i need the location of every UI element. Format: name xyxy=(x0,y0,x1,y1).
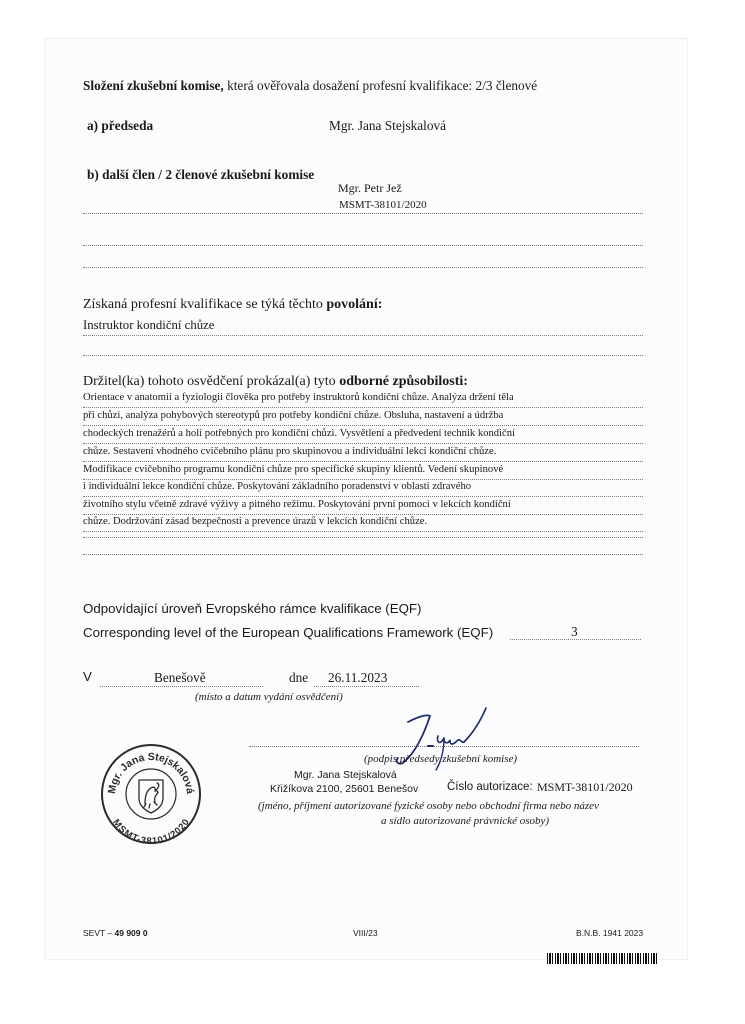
authorization-number: MSMT-38101/2020 xyxy=(537,780,633,794)
member-line-3 xyxy=(83,267,643,268)
issue-dne-label: dne xyxy=(289,670,309,685)
competence-line: Orientace v anatomii a fyziologii člověka pro potřeby instruktorů kondiční chůze. Analýza držení těla xyxy=(83,389,643,408)
competences-label xyxy=(83,374,468,390)
eqf-label-cz: Odpovídající úroveň Evropského rámce kvalifikace (EQF) xyxy=(83,601,422,616)
competence-line: Modifikace cvičebního programu kondiční chůze pro specifické skupiny klientů. Vedení skupinové xyxy=(83,461,643,480)
competence-line: chůze. Sestavení vhodného cvičebního plánu pro skupinovou a individuální lekci kondiční chůze. xyxy=(83,443,643,462)
svg-text:MSMT-38101/2020 xyxy=(110,818,192,846)
competence-line: i individuální lekce kondiční chůze. Poskytování základního poradenství v oblasti zdravého xyxy=(83,478,643,497)
member-line-2 xyxy=(83,245,643,246)
footer-left xyxy=(83,928,148,938)
qualification-line-2 xyxy=(83,355,643,356)
signer-note-line-1: (jméno, příjmení autorizované fyzické osoby nebo obchodní firma nebo název xyxy=(258,800,599,812)
competence-line: při chůzi, analýza pohybových stereotypů pro potřeby kondiční chůze. Obsluha, nastavení a údržba xyxy=(83,407,643,426)
issue-caption: (místo a datum vydání osvědčení) xyxy=(195,691,343,703)
competence-line: životního stylu včetně zdravé výživy a pitného režimu. Poskytování první pomoci v lekcích kondiční xyxy=(83,496,643,515)
competences-label-bold: odborné způsobilosti: xyxy=(339,374,468,389)
eqf-level: 3 xyxy=(571,624,578,639)
competence-empty-line-2 xyxy=(83,554,643,555)
commission-heading xyxy=(83,78,537,94)
issue-date: 26.11.2023 xyxy=(328,670,388,685)
authorization-label: Číslo autorizace: xyxy=(447,781,533,793)
competence-line: chodeckých trenažérů a holí potřebných pro kondiční chůzi. Vysvětlení a předvedení technik kondiční xyxy=(83,425,643,444)
round-stamp xyxy=(99,742,203,846)
member-label: b) další člen / 2 členové zkušební komise xyxy=(87,167,315,182)
issue-date-line xyxy=(314,686,419,687)
footer-center: VIII/23 xyxy=(353,928,378,938)
signer-note-line-2: a sídlo autorizované právnické osoby) xyxy=(381,815,550,827)
footer-left-code: 49 909 0 xyxy=(114,928,148,938)
barcode xyxy=(547,953,659,964)
stamp-top-text: Mgr. Jana Stejskalová xyxy=(105,750,196,795)
member-id: MSMT-38101/2020 xyxy=(339,199,427,211)
competence-line: chůze. Dodržování zásad bezpečnosti a prevence úrazů v lekcích kondiční chůze. xyxy=(83,513,643,532)
handwritten-signature xyxy=(386,700,496,780)
qualification-line-1 xyxy=(83,335,643,336)
coat-of-arms-lion-icon xyxy=(139,780,163,813)
commission-heading-rest: která ověřovala dosažení profesní kvalifikace: 2/3 členové xyxy=(223,78,538,93)
stamp-bottom-text: MSMT-38101/2020 xyxy=(109,817,193,846)
signer-address: Křižíkova 2100, 25601 Benešov xyxy=(270,783,419,795)
member-line-1 xyxy=(83,213,643,214)
signature-caption: (podpis předsedy zkušební komise) xyxy=(364,753,518,765)
footer-right: B.N.B. 1941 2023 xyxy=(576,928,644,938)
footer-left-prefix: SEVT – xyxy=(83,928,115,938)
issue-v-label: V xyxy=(83,669,92,684)
qualification-value: Instruktor kondiční chůze xyxy=(83,318,215,332)
qualification-label-prefix: Získaná profesní kvalifikace se týká těchto xyxy=(83,297,327,312)
eqf-label-en: Corresponding level of the European Qualifications Framework (EQF) xyxy=(83,625,494,640)
qualification-label-bold: povolání: xyxy=(326,297,383,312)
issue-place-line xyxy=(100,686,263,687)
chair-label: a) předseda xyxy=(87,118,154,133)
member-name: Mgr. Petr Jež xyxy=(338,181,402,195)
competences-label-prefix: Držitel(ka) tohoto osvědčení prokázal(a) tyto xyxy=(83,374,340,389)
commission-heading-bold: Složení zkušební komise, xyxy=(83,78,224,93)
competence-empty-line-1 xyxy=(83,537,643,538)
chair-name: Mgr. Jana Stejskalová xyxy=(329,118,447,133)
qualification-label xyxy=(83,297,382,313)
signer-name: Mgr. Jana Stejskalová xyxy=(294,769,397,781)
issue-place: Benešově xyxy=(154,670,206,685)
